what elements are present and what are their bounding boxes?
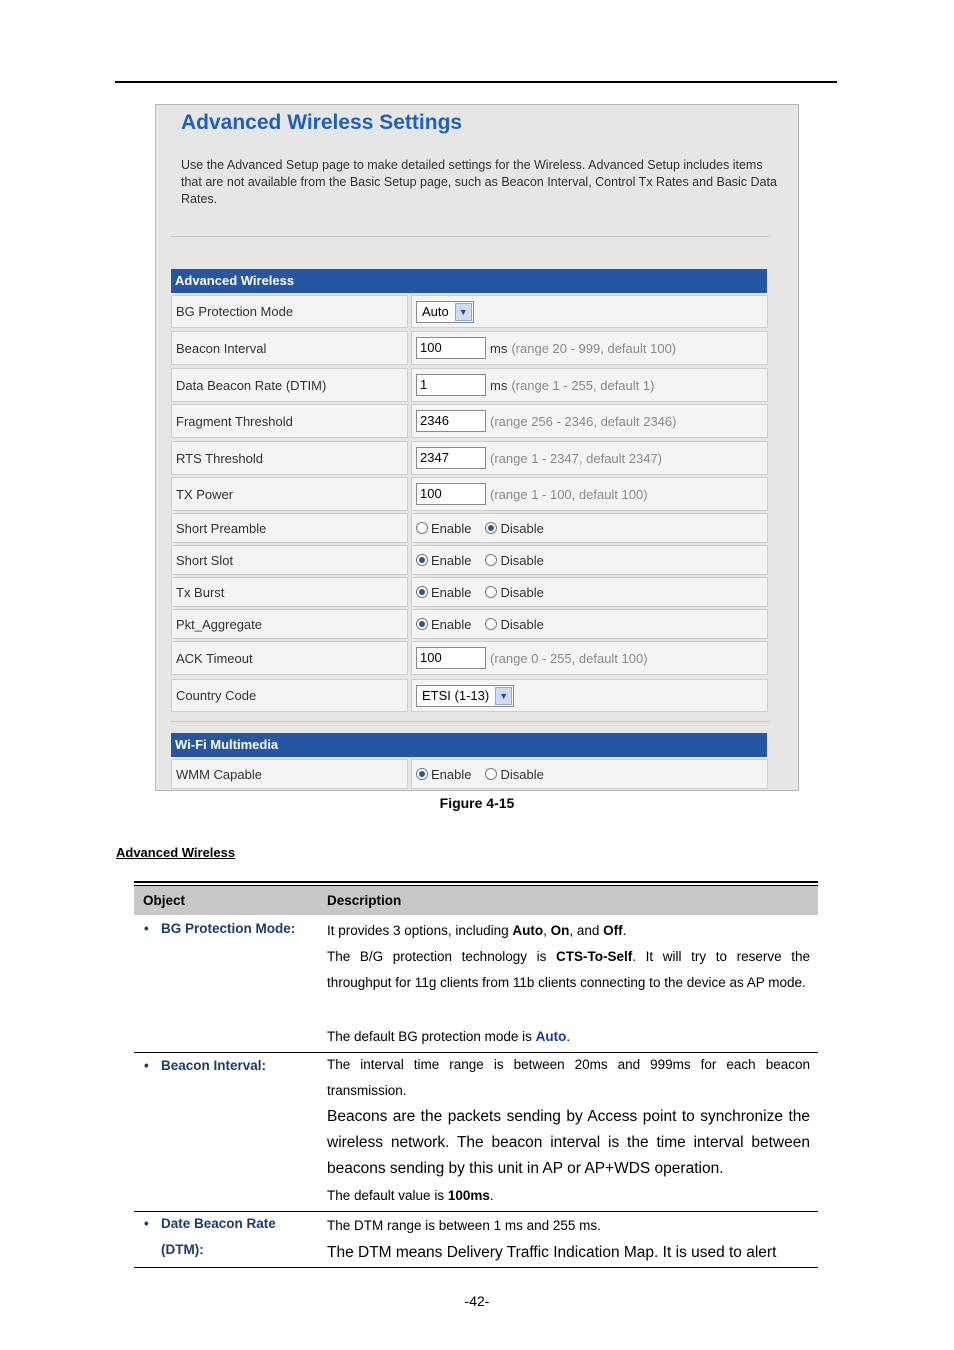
row-label: Pkt_Aggregate: [171, 609, 408, 639]
object-dtim: • Date Beacon Rate (DTM):: [144, 1211, 276, 1263]
pkt-aggregate-disable-radio[interactable]: Disable: [485, 617, 543, 632]
top-rule: [115, 81, 837, 83]
radio-unchecked-icon: [485, 618, 497, 630]
row-short-slot: [171, 545, 768, 575]
section-subheading: Advanced Wireless: [116, 845, 236, 860]
row-label: Fragment Threshold: [171, 404, 408, 438]
desc-beacon-p1: The interval time range is between 20ms and 999ms for each beacon transmission.: [327, 1057, 810, 1098]
row-label: TX Power: [171, 477, 408, 511]
radio-unchecked-icon: [485, 768, 497, 780]
unit-label: ms: [490, 377, 508, 393]
header-description: Description: [327, 893, 402, 908]
dtim-input[interactable]: 1: [416, 374, 486, 396]
radio-checked-icon: [416, 554, 428, 566]
bg-protection-select[interactable]: Auto ▼: [416, 301, 474, 323]
row-label: Short Slot: [171, 545, 408, 575]
table-bottom-rule: [134, 1267, 818, 1268]
row-dtim: [171, 368, 768, 402]
unit-label: ms: [490, 340, 508, 356]
section-header-wifi-multimedia: Wi-Fi Multimedia: [171, 733, 767, 757]
row-bg-protection: [171, 295, 768, 328]
radio-unchecked-icon: [485, 554, 497, 566]
figure-caption: Figure 4-15: [439, 795, 515, 811]
header-object: Object: [143, 893, 186, 908]
chevron-down-icon: ▼: [495, 687, 512, 705]
radio-checked-icon: [416, 618, 428, 630]
row-label: Beacon Interval: [171, 331, 408, 365]
row-ack-timeout: [171, 641, 768, 675]
chevron-down-icon: ▼: [455, 303, 472, 321]
object-bg-protection: • BG Protection Mode:: [144, 916, 295, 942]
short-preamble-enable-radio[interactable]: Enable: [416, 521, 471, 536]
range-hint: (range 1 - 2347, default 2347): [490, 450, 663, 466]
row-wmm-capable: [171, 759, 768, 789]
desc-bg-p2: The B/G protection technology is CTS-To-Self. It will try to reserve the throughput for 11g clients from 11b clients connecting to the device as AP mode.: [327, 949, 810, 990]
intro-text: Use the Advanced Setup page to make detailed settings for the Wireless. Advanced Setup includes items that are not available from the Basic Setup page, such as Beacon Interval, Control Tx Rates and Basic Data Rates.: [181, 158, 777, 206]
radio-checked-icon: [416, 586, 428, 598]
range-hint: (range 1 - 100, default 100): [490, 486, 648, 502]
row-label: RTS Threshold: [171, 441, 408, 475]
row-pkt-aggregate: [171, 609, 768, 639]
page-title: Advanced Wireless Settings: [181, 111, 463, 134]
row-rts-threshold: [171, 441, 768, 475]
bullet-icon: •: [144, 921, 149, 936]
range-hint: (range 1 - 255, default 1): [511, 377, 655, 393]
beacon-interval-input[interactable]: 100: [416, 337, 486, 359]
desc-bg-p3: The default BG protection mode is Auto.: [327, 1029, 571, 1044]
short-slot-enable-radio[interactable]: Enable: [416, 553, 471, 568]
row-country-code: [171, 679, 768, 712]
bullet-icon: •: [144, 1058, 149, 1073]
desc-bg-p1: It provides 3 options, including Auto, On, and Off.: [327, 923, 627, 938]
range-hint: (range 0 - 255, default 100): [490, 650, 648, 666]
row-label: WMM Capable: [171, 759, 408, 789]
page-number: -42-: [464, 1293, 490, 1309]
desc-beacon-p2: Beacons are the packets sending by Access point to synchronize the wireless network. The beacon interval is the time interval between beacons sending by this unit in AP or AP+WDS operation.: [327, 1108, 810, 1177]
range-hint: (range 20 - 999, default 100): [511, 340, 677, 356]
table-header: [134, 886, 818, 915]
divider: [171, 236, 769, 237]
radio-unchecked-icon: [416, 522, 428, 534]
desc-dtim-p2: The DTM means Delivery Traffic Indication Map. It is used to alert: [327, 1244, 777, 1261]
desc-beacon-p3: The default value is 100ms.: [327, 1188, 494, 1203]
radio-unchecked-icon: [485, 586, 497, 598]
row-label: BG Protection Mode: [171, 295, 408, 328]
divider: [171, 721, 769, 722]
row-fragment-threshold: [171, 404, 768, 438]
radio-checked-icon: [485, 522, 497, 534]
pkt-aggregate-enable-radio[interactable]: Enable: [416, 617, 471, 632]
section-header-advanced-wireless: Advanced Wireless: [171, 269, 767, 293]
range-hint: (range 256 - 2346, default 2346): [490, 413, 677, 429]
row-short-preamble: [171, 513, 768, 543]
tx-burst-enable-radio[interactable]: Enable: [416, 585, 471, 600]
radio-checked-icon: [416, 768, 428, 780]
row-label: Tx Burst: [171, 577, 408, 607]
row-label: Data Beacon Rate (DTIM): [171, 368, 408, 402]
row-label: ACK Timeout: [171, 641, 408, 675]
desc-dtim-p1: The DTM range is between 1 ms and 255 ms.: [327, 1218, 601, 1233]
country-code-select[interactable]: ETSI (1-13) ▼: [416, 685, 514, 707]
wmm-disable-radio[interactable]: Disable: [485, 767, 543, 782]
row-label: Country Code: [171, 679, 408, 712]
fragment-threshold-input[interactable]: 2346: [416, 410, 486, 432]
rts-threshold-input[interactable]: 2347: [416, 447, 486, 469]
row-tx-burst: [171, 577, 768, 607]
advanced-wireless-screenshot: [155, 104, 799, 791]
object-beacon-interval: • Beacon Interval:: [144, 1053, 266, 1079]
short-slot-disable-radio[interactable]: Disable: [485, 553, 543, 568]
tx-burst-disable-radio[interactable]: Disable: [485, 585, 543, 600]
short-preamble-disable-radio[interactable]: Disable: [485, 521, 543, 536]
row-tx-power: [171, 477, 768, 511]
tx-power-input[interactable]: 100: [416, 483, 486, 505]
wmm-enable-radio[interactable]: Enable: [416, 767, 471, 782]
row-label: Short Preamble: [171, 513, 408, 543]
bullet-icon: •: [144, 1216, 149, 1231]
row-beacon-interval: [171, 331, 768, 365]
ack-timeout-input[interactable]: 100: [416, 647, 486, 669]
